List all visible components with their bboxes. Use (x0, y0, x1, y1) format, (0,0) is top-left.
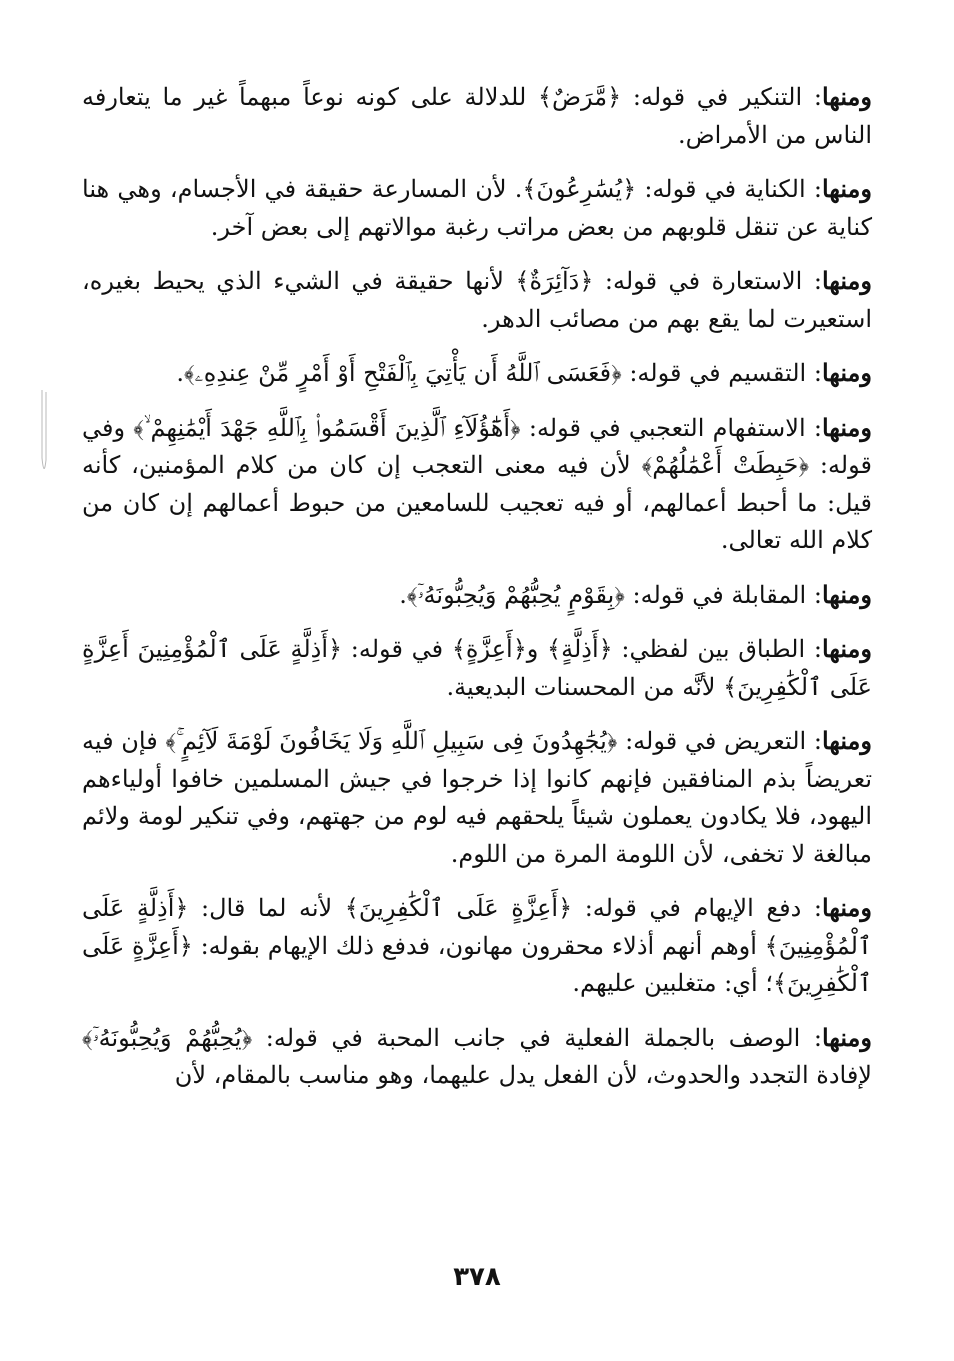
page-number: ٣٧٨ (453, 1262, 501, 1292)
paragraph-text: : التقسيم في قوله: ﴿فَعَسَى ٱللَّهُ أَن يَأْتِيَ بِٱلْفَتْحِ أَوْ أَمْرٍ مِّنْ عِندِهِۦ﴾. (176, 359, 822, 387)
page-body (82, 78, 872, 1111)
paragraph-tankir (82, 78, 872, 154)
paragraph-muqabala (82, 576, 872, 615)
paragraph-text: : الكناية في قوله: ﴿يُسَٰرِعُونَ﴾. لأن المسارعة حقيقة في الأجسام، وهي هنا كناية عن تنقل قلوبهم من بعض مراتب رغبة موالاتهم إلى بعض آخر. (82, 175, 872, 241)
paragraph-lead: ومنها (821, 1022, 872, 1052)
paragraph-text: : التعريض في قوله: ﴿يُجَٰهِدُونَ فِى سَبِيلِ ٱللَّهِ وَلَا يَخَافُونَ لَوْمَةَ لَآئِمٍ ۚ﴾ فإن فيه تعريضاً بذم المنافقين فإنهم كانوا إذا خرجوا في جيش المسلمين خافوا أولياءهم اليهود، فلا يكادون يعملون شيئاً يلحقهم فيه لوم من جهتهم، وفي تنكير لومة ولائم مبالغة لا تخفى، لأن اللومة المرة من اللوم. (82, 727, 873, 868)
paragraph-istifham (82, 409, 872, 560)
paragraph-lead: ومنها (821, 412, 872, 442)
paragraph-text: : المقابلة في قوله: ﴿بِقَوْمٍ يُحِبُّهُمْ وَيُحِبُّونَهُۥٓ﴾. (399, 580, 822, 609)
paragraph-text: : الاستفهام التعجبي في قوله: ﴿أَهَٰٓؤُلَآءِ ٱلَّذِينَ أَقْسَمُوا۟ بِٱللَّهِ جَهْدَ أَيْمَٰنِهِمْ ۙ﴾ وفي قوله: ﴿حَبِطَتْ أَعْمَٰلُهُمْ﴾ لأن فيه معنى التعجب إن كان من كلام المؤمنين، كأنه قيل: ما أحبط أعمالهم، أو فيه تعجيب للسامعين من حبوط أعمالهم إن كان من كلام الله تعالى. (82, 413, 872, 554)
paragraph-dafa-ihām (82, 889, 872, 1003)
paragraph-lead: ومنها (821, 579, 872, 609)
paragraph-text: : دفع الإيهام في قوله: ﴿أَعِزَّةٍ عَلَى ٱلْكَٰفِرِينَ﴾ لأنه لما قال: ﴿أَذِلَّةٍ عَلَى ٱلْمُؤْمِنِينَ﴾ أوهم أنهم أذلاء محقرون مهانون، فدفع ذلك الإيهام بقوله: ﴿أَعِزَّةٍ عَلَى ٱلْكَٰفِرِينَ﴾؛ أي: متغلبين عليهم. (82, 894, 872, 997)
paragraph-taqsim (82, 354, 872, 393)
paragraph-lead: ومنها (821, 893, 872, 922)
paragraph-text: : الوصف بالجملة الفعلية في جانب المحبة في قوله: ﴿يُحِبُّهُمْ وَيُحِبُّونَهُۥٓ﴾ لإفادة التجدد والحدوث، لأن الفعل يدل عليهما، وهو مناسب بالمقام، لأن (82, 1023, 872, 1089)
paragraph-text: : الطباق بين لفظي: ﴿أَذِلَّةٍ﴾ و﴿أَعِزَّةٍ﴾ في قوله: ﴿أَذِلَّةٍ عَلَى ٱلْمُؤْمِنِينَ أَعِزَّةٍ عَلَى ٱلْكَٰفِرِينَ﴾ لأنَّه من المحسنات البديعية. (82, 635, 872, 701)
paragraph-lead: ومنها (821, 174, 872, 203)
paragraph-lead: ومنها (821, 266, 872, 295)
paragraph-istiara (82, 262, 872, 338)
paragraph-text: : الاستعارة في قوله: ﴿دَآئِرَةٌ﴾ لأنها حقيقة في الشيء الذي يحيط بغيره، استعيرت لما يقع بهم من مصائب الدهر. (82, 267, 872, 333)
paragraph-lead: ومنها (821, 726, 872, 755)
paragraph-wasf (82, 1019, 872, 1095)
paragraph-lead: ومنها (821, 358, 872, 387)
paragraph-lead: ومنها (821, 634, 872, 663)
paragraph-kinaya (82, 170, 872, 246)
paragraph-tibaq (82, 630, 872, 706)
paragraph-text: : التنكير في قوله: ﴿مَّرَضٌ﴾ للدلالة على كونه نوعاً مبهماً غير ما يتعارفه الناس من الأمراض. (82, 83, 872, 149)
margin-scribble-mark (36, 388, 52, 488)
paragraph-tarid (82, 722, 872, 873)
paragraph-lead: ومنها (821, 82, 872, 111)
